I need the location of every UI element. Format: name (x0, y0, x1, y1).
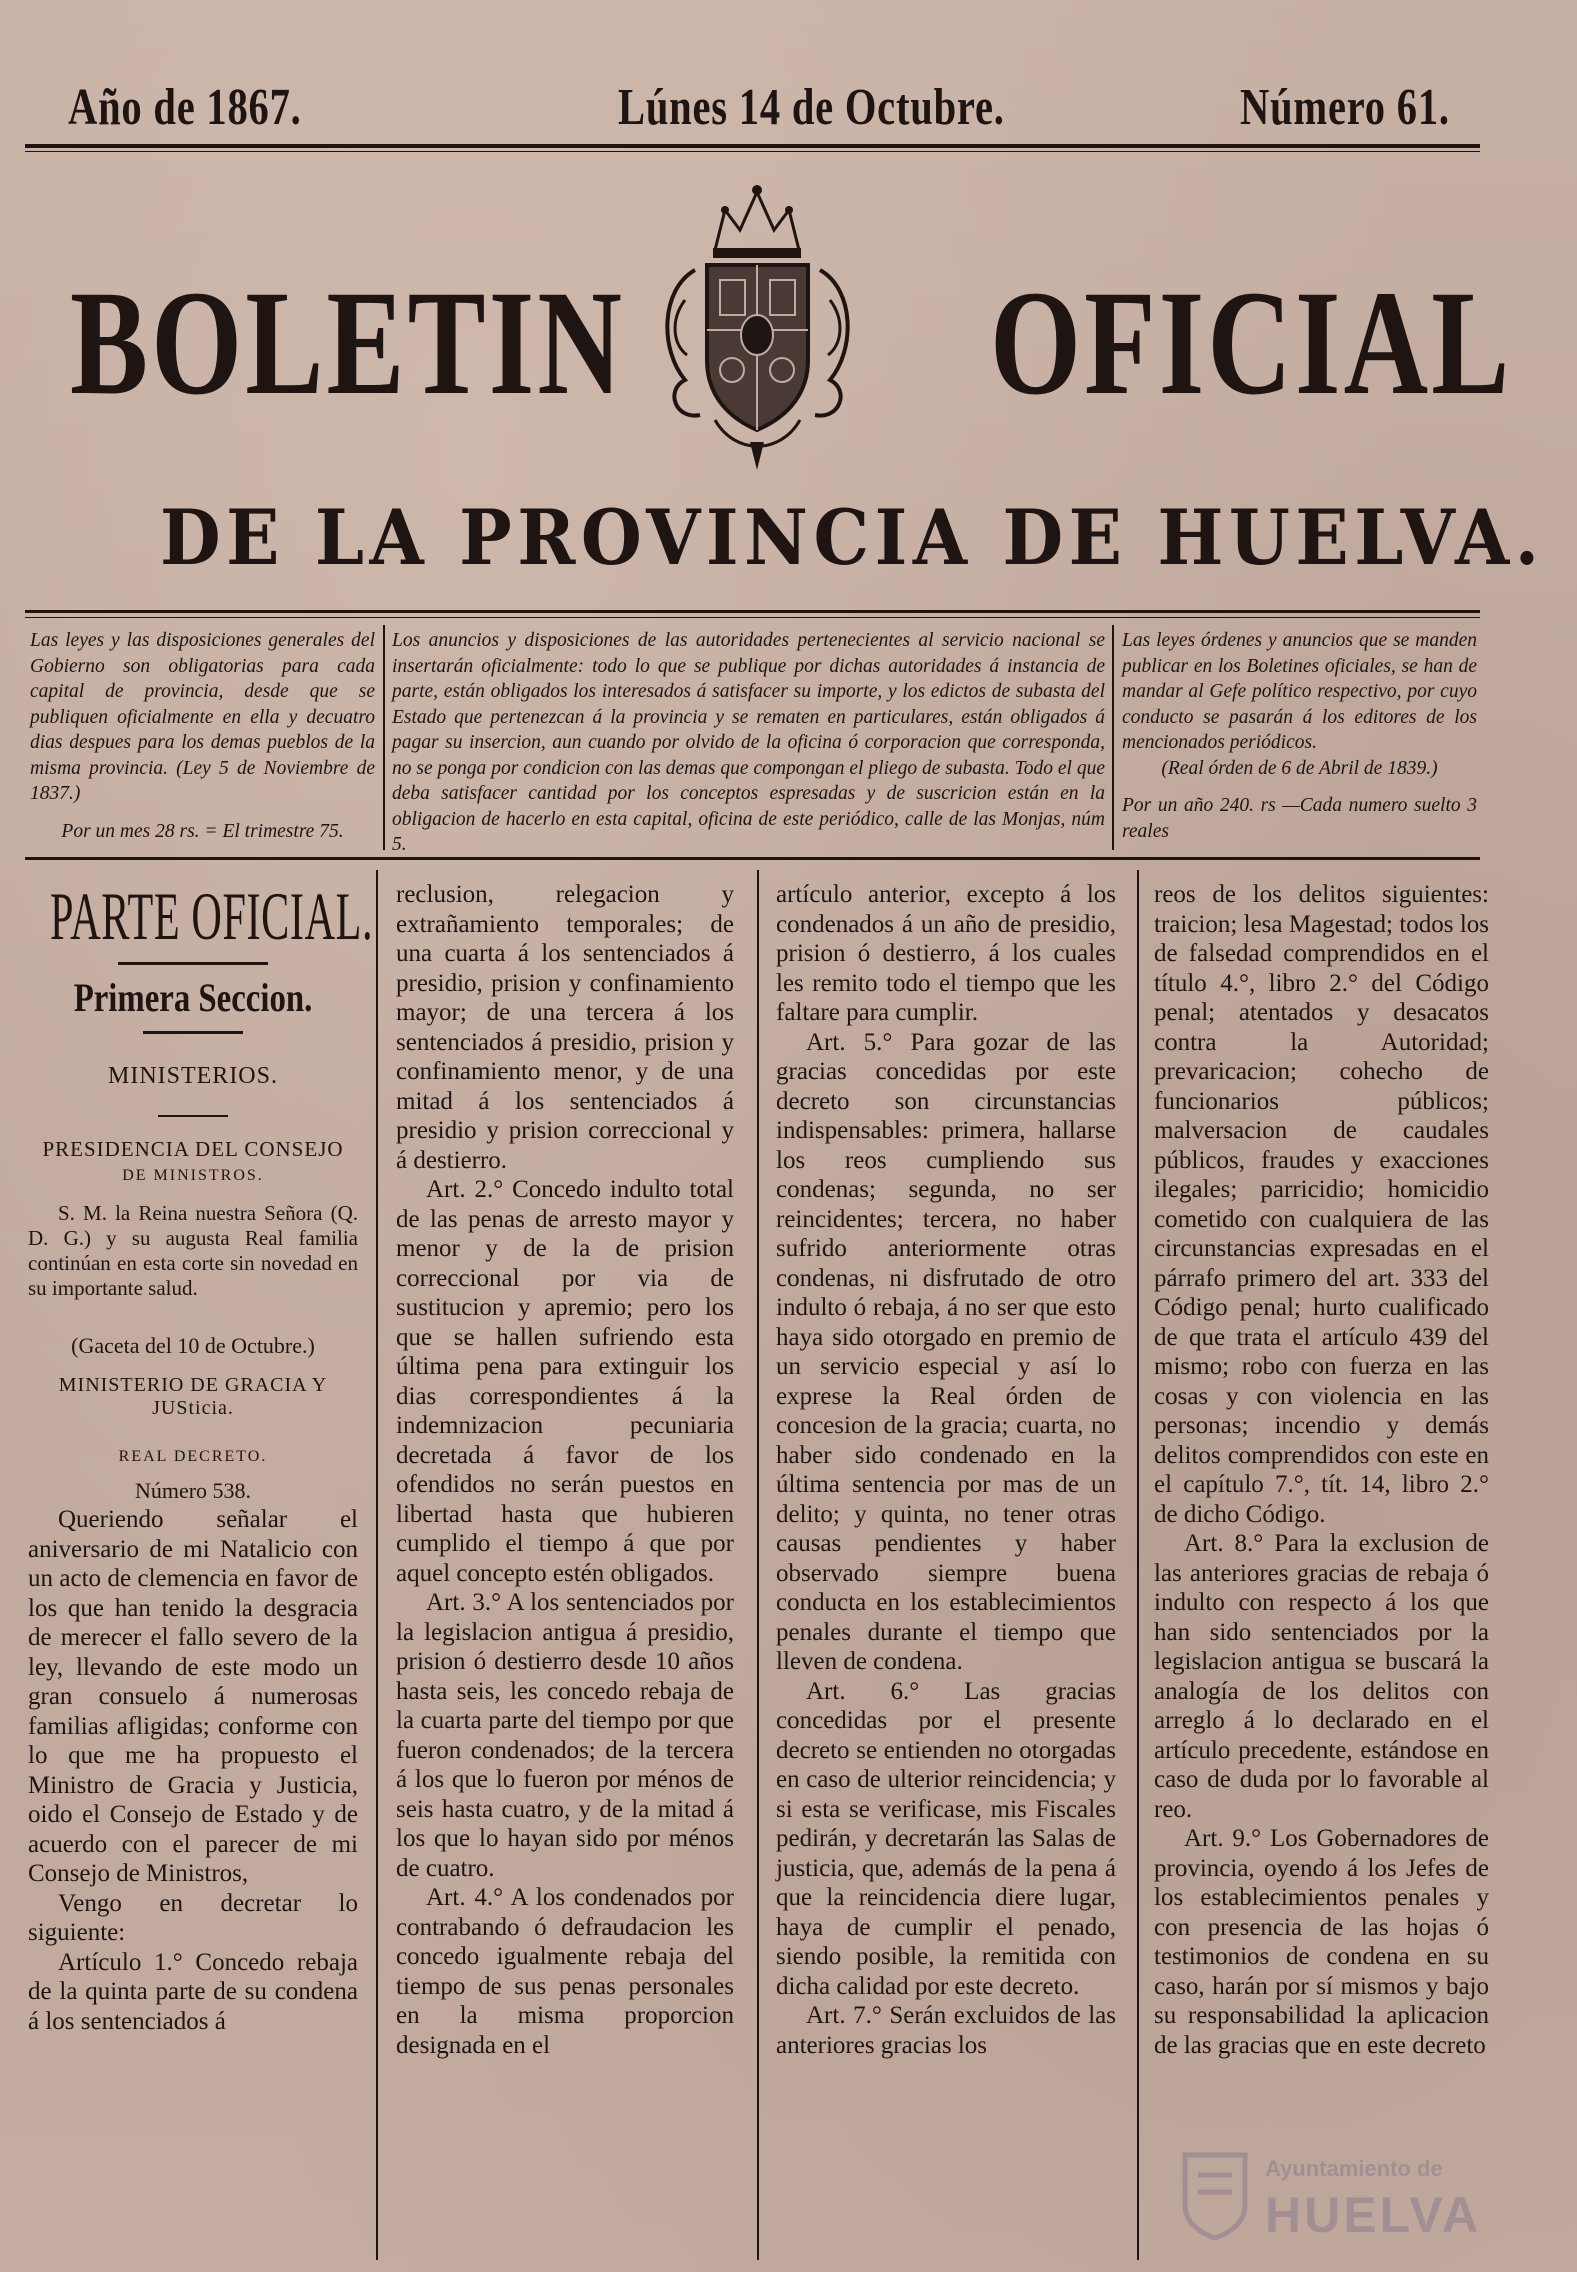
notice-right-citation: (Real órden de 6 de Abril de 1839.) (1161, 757, 1438, 779)
column-divider-1 (376, 870, 378, 2260)
col2-paragraph-2: Art. 2.° Concedo indulto total de las penas de arresto mayor y menor y de la de prision correccional por via de sustitucion y apremio; pero los que se hallen sufriendo esta última pena para extinguir los dias correspondientes á la indemnizacion pecuniaria decretada á favor de los ofendidos no serán puestos en libertad hasta que hubieren cumplido el tiempo á que por aquel concepto estén obligados. (396, 1176, 734, 1587)
watermark-line-1: Ayuntamiento de (1265, 2156, 1443, 2181)
notice-left-text: Las leyes y las disposiciones generales del Gobierno son obligatorias para cada capital de provincia, desde que se publiquen oficialmente en ella y decuatro dias despues para los demas pueblos de la misma provincia. (Ley 5 de Noviembre de 1837.) (30, 630, 375, 804)
masthead-word-left: BOLETIN (70, 260, 626, 426)
col2-paragraph-3: Art. 3.° A los sentenciados por la legislacion antigua á presidio, prision ó destierro desde 10 años hasta seis, les concedo rebaja de la cuarta parte del tiempo por que fueron condenados; de la tercera á los que lo fueron por ménos de seis hasta cuatro, y de la mitad á los que lo hayan sido por ménos de cuatro. (396, 1589, 734, 1882)
ministerios-heading: MINISTERIOS. (107, 1062, 278, 1089)
parte-oficial-heading: PARTE OFICIAL. (50, 878, 374, 954)
masthead-word-right: OFICIAL (990, 260, 1513, 426)
col3-paragraph-1: artículo anterior, excepto á los condenados á un año de presidio, prision ó destierro, á los cuales les remito todo el tiempo que les faltare para cumplir. (776, 881, 1116, 1026)
col4-paragraph-1: reos de los delitos siguientes: traicion; lesa Magestad; todos los de falsedad comprendidos en el título 4.°, libro 2.° del Código penal; atentados y desacatos contra la Autoridad; prevaricacion; cohecho de funcionarios públicos; malversacion de caudales públicos, fraudes y exacciones ilegales; parricidio; homicidio cometido con cualquiera de las circunstancias expresadas en el párrafo primero del art. 333 del Código penal; hurto cualificado de que trata el artículo 439 del mismo; robo con fuerza en las cosas y con violencia en las personas; incendio y demás delitos comprendidos con este en el capítulo 7.°, tít. 14, libro 2.° de dicho Código. (1154, 881, 1489, 1528)
notice-divider-1 (383, 625, 385, 850)
col4-paragraph-3: Art. 9.° Los Gobernadores de provincia, oyendo á los Jefes de los establecimientos penales y con presencia de las hojas ó testimonios de condena en su caso, harán por sí mismos y bajo su responsabilidad la aplicacion de las gracias que en este decreto (1154, 1825, 1489, 2059)
archive-watermark (1180, 2150, 1510, 2243)
seccion-heading: Primera Seccion. (73, 975, 313, 1020)
ministerio-heading: MINISTERIO DE GRACIA Y JUSticia. (58, 1374, 328, 1419)
col2-paragraph-4: Art. 4.° A los condenados por contrabando ó defraudacion les concedo igualmente rebaja del tiempo de sus penas personales en la misma proporcion designada en el (396, 1884, 734, 2059)
gaceta-citation: (Gaceta del 10 de Octubre.) (71, 1332, 315, 1358)
presidencia-subheading: DE MINISTROS. (122, 1167, 264, 1184)
salud-paragraph: S. M. la Reina nuestra Señora (Q. D. G.) y su augusta Real familia continúan en esta corte sin novedad en su importante salud. (28, 1200, 358, 1300)
issue-line (0, 78, 1577, 138)
header-rule-thin (25, 151, 1480, 152)
col3-paragraph-3: Art. 6.° Las gracias concedidas por el presente decreto se entienden no otorgadas en caso de ulterior reincidencia; y si esta se verificase, mis Fiscales pedirán, y decretarán las Salas de justicia, que, además de la pena á que la reincidencia diere lugar, haya de cumplir el penado, siendo posible, la remitida con dicha calidad por este decreto. (776, 1677, 1116, 2000)
col4-paragraph-2: Art. 8.° Para la exclusion de las anteriores gracias de rebaja ó indulto con respecto á los que han sido sentenciados por la legislacion antigua se buscará la analogía de los delitos con arreglo á lo declarado en el artículo precedente, estándose en caso de duda por lo favorable al reo. (1154, 1530, 1489, 1823)
notice-left (30, 628, 375, 844)
column-divider-2 (757, 870, 759, 2260)
notice-middle-text: Los anuncios y disposiciones de las autoridades pertenecientes al servicio nacional se insertarán oficialmente: todo lo que se publique por dichas autoridades á instancia de parte, están obligados los interesados á satisfacer su importe, y los edictos de subasta del Estado que pertenezcan á la provincia y se rematen en particulares, están obligados á pagar su insercion, aun cuando por olvido de la oficina ó corporacion que corresponda, no se ponga por condicion con las demas que compongan el pliego de subasta. Todo el que deba satisfacer cantidad por los conceptos espresadas y de suscricion están en la obligacion de hacerlo en esta capital, oficina de este periódico, calle de las Monjas, núm 5. (392, 630, 1105, 855)
col1-paragraph-3: Artículo 1.° Concedo rebaja de la quinta parte de su condena á los sentenciados á (28, 1948, 358, 2035)
col3-paragraph-4: Art. 7.° Serán excluidos de las anteriores gracias los (776, 2002, 1116, 2059)
issue-number: Número 61. (1240, 79, 1450, 136)
issue-date: Lúnes 14 de Octubre. (618, 79, 1005, 136)
notice-rule (25, 857, 1480, 860)
col1-paragraph-1: Queriendo señalar el aniversario de mi Natalicio con un acto de clemencia en favor de los que han tenido la desgracia de merecer el fallo severo de la ley, llevando de este modo un gran consuelo á numerosas familias afligidas; conforme con lo que me ha propuesto el Ministro de Gracia y Justicia, oido el Consejo de Estado y de acuerdo con el parecer de mi Consejo de Ministros, (28, 1506, 358, 1887)
masthead-subtitle: DE LA PROVINCIA DE HUELVA. (160, 493, 1545, 582)
column-3 (776, 880, 1116, 2060)
col3-paragraph-2: Art. 5.° Para gozar de las gracias concedidas por este decreto son circunstancias indispensables: primera, hallarse los reos cumpliendo sus condenas; segunda, no ser reincidentes; tercera, no haber sufrido anteriormente otras condenas, ni disfrutado de otro indulto ó rebaja, á no ser que esto haya sido otorgado en premio de un servicio especial y así lo exprese la Real órden de concesion de la gracia; cuarta, no haber sido condenado en la última sentencia por mas de un delito; y quinta, no tener otras causas pendientes y haber observado siempre buena conducta en los establecimientos penales durante el tiempo que lleven de condena. (776, 1028, 1116, 1675)
watermark-line-2: HUELVA (1265, 2187, 1482, 2243)
ornament-rule (118, 962, 268, 965)
ornament-rule (143, 1031, 243, 1034)
column-4 (1154, 880, 1489, 2060)
presidencia-heading: PRESIDENCIA DEL CONSEJO (42, 1137, 344, 1161)
decreto-number: Número 538. (134, 1477, 252, 1503)
notice-right-price: Por un año 240. rs —Cada numero suelto 3 reales (1122, 795, 1477, 842)
column-2 (396, 880, 734, 2060)
real-decreto-heading: REAL DECRETO. (118, 1448, 268, 1465)
notice-right (1122, 628, 1477, 844)
notice-middle (392, 628, 1105, 858)
masthead-rule (25, 610, 1480, 613)
column-divider-3 (1137, 870, 1139, 2260)
masthead-rule-thin (25, 617, 1480, 618)
notice-left-price: Por un mes 28 rs. = El trimestre 75. (61, 820, 344, 842)
notice-right-text: Las leyes órdenes y anuncios que se manden publicar en los Boletines oficiales, se han de mandar al Gefe político respectivo, por cuyo conducto se pasarán á los editores de los mencionados periódicos. (1122, 630, 1477, 753)
issue-year: Año de 1867. (68, 79, 302, 136)
notice-divider-2 (1112, 625, 1114, 850)
col2-paragraph-1: reclusion, relegacion y extrañamiento temporales; de una cuarta á los sentenciados á presidio, prision y confinamiento mayor; de una tercera á los sentenciados á presidio, prision y confinamiento menor, y de una mitad á los sentenciados á presidio y prision correccional y á destierro. (396, 881, 734, 1174)
shield-icon (1180, 2150, 1250, 2240)
royal-coat-of-arms-icon (655, 180, 860, 475)
ornament-rule (158, 1115, 228, 1117)
header-rule (25, 144, 1480, 148)
col1-paragraph-2: Vengo en decretar lo siguiente: (28, 1889, 358, 1946)
column-1 (28, 878, 374, 2036)
